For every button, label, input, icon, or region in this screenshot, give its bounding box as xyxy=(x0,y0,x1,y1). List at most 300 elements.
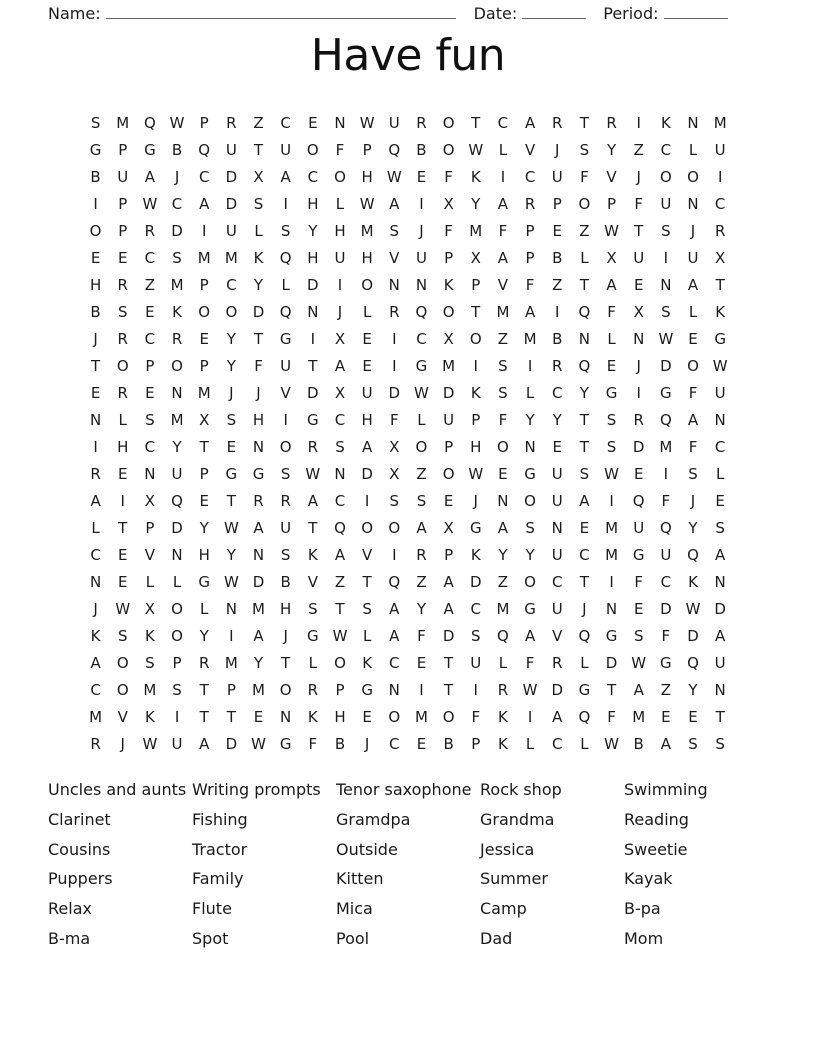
grid-letter: W xyxy=(604,465,619,483)
grid-letter: M xyxy=(224,654,238,672)
grid-letter: T xyxy=(308,357,318,375)
grid-letter: M xyxy=(605,519,619,537)
grid-letter: C xyxy=(144,249,156,267)
grid-letter: Y xyxy=(199,627,209,645)
grid-letter: P xyxy=(552,195,562,213)
grid-letter: A xyxy=(524,303,536,321)
grid-letter: T xyxy=(715,708,725,726)
grid-letter: P xyxy=(145,519,155,537)
grid-letter: E xyxy=(117,465,128,483)
grid-letter: S xyxy=(145,411,155,429)
grid-letter: X xyxy=(144,492,156,510)
grid-letter: L xyxy=(580,654,589,672)
grid-letter: I xyxy=(636,114,641,132)
grid-letter: U xyxy=(388,114,400,132)
grid-letter: C xyxy=(90,681,101,699)
grid-letter: R xyxy=(416,546,427,564)
grid-letter: O xyxy=(578,195,591,213)
word-list-item: Family xyxy=(192,869,244,889)
grid-letter: L xyxy=(498,141,508,159)
grid-letter: A xyxy=(497,195,509,213)
word-list-item: Clarinet xyxy=(48,809,111,829)
word-list-item: Camp xyxy=(480,899,527,919)
grid-letter: O xyxy=(687,168,699,186)
grid-letter: I xyxy=(663,465,669,483)
grid-letter: E xyxy=(90,384,101,402)
grid-letter: P xyxy=(226,681,236,699)
grid-letter: H xyxy=(307,195,319,213)
grid-letter: B xyxy=(280,573,291,591)
grid-letter: I xyxy=(310,330,316,348)
grid-letter: Y xyxy=(226,357,236,375)
grid-letter: D xyxy=(687,627,699,645)
grid-row xyxy=(82,353,734,380)
grid-letter: R xyxy=(117,330,128,348)
word-list-item: Mom xyxy=(624,928,664,948)
grid-letter: V xyxy=(606,168,617,186)
grid-letter: J xyxy=(174,168,180,186)
grid-letter: I xyxy=(717,168,723,186)
grid-letter: E xyxy=(633,276,644,294)
grid-letter: Q xyxy=(687,546,699,564)
grid-letter: W xyxy=(604,222,619,240)
grid-letter: K xyxy=(253,249,264,267)
grid-letter: M xyxy=(605,546,619,564)
grid-letter: C xyxy=(389,735,400,753)
grid-letter: C xyxy=(551,384,563,402)
grid-letter: P xyxy=(607,195,617,213)
grid-letter: P xyxy=(199,465,209,483)
grid-letter: T xyxy=(579,276,589,294)
grid-row xyxy=(82,677,734,704)
grid-letter: J xyxy=(283,627,288,645)
grid-letter: Q xyxy=(279,303,292,321)
grid-letter: M xyxy=(170,276,184,294)
grid-letter: E xyxy=(362,708,372,726)
grid-letter: B xyxy=(171,141,183,159)
word-list-item: Jessica xyxy=(480,839,535,859)
grid-letter: U xyxy=(280,519,292,537)
grid-letter: G xyxy=(198,573,211,591)
grid-letter: U xyxy=(551,492,563,510)
grid-letter: E xyxy=(362,330,372,348)
grid-letter: P xyxy=(362,141,372,159)
grid-letter: O xyxy=(442,465,455,483)
grid-letter: L xyxy=(525,384,535,402)
grid-letter: F xyxy=(661,492,671,510)
grid-letter: W xyxy=(712,357,728,375)
grid-letter: E xyxy=(661,708,671,726)
grid-letter: I xyxy=(120,492,125,510)
grid-row xyxy=(82,623,734,650)
grid-letter: G xyxy=(660,384,672,402)
grid-letter: L xyxy=(308,654,317,672)
word-list-item: Grandma xyxy=(480,809,555,829)
grid-letter: R xyxy=(171,330,183,348)
grid-letter: S xyxy=(633,627,644,645)
grid-letter: R xyxy=(307,681,319,699)
grid-letter: M xyxy=(224,249,238,267)
grid-letter: E xyxy=(362,357,372,375)
grid-letter: L xyxy=(145,573,155,591)
grid-letter: O xyxy=(279,438,292,456)
grid-letter: H xyxy=(334,222,346,240)
grid-letter: U xyxy=(415,249,427,267)
grid-letter: G xyxy=(524,600,536,618)
grid-letter: A xyxy=(524,627,536,645)
grid-row xyxy=(82,731,734,758)
grid-letter: C xyxy=(416,330,427,348)
grid-letter: T xyxy=(118,519,128,537)
grid-letter: K xyxy=(498,735,508,753)
grid-letter: A xyxy=(497,249,509,267)
grid-letter: L xyxy=(525,735,535,753)
grid-letter: I xyxy=(174,708,180,726)
word-list-item: Swimming xyxy=(624,780,708,799)
name-label: Name: xyxy=(48,4,101,23)
grid-letter: M xyxy=(143,681,157,699)
grid-letter: A xyxy=(497,519,509,537)
grid-letter: E xyxy=(145,384,155,402)
grid-letter: B xyxy=(416,141,427,159)
grid-letter: I xyxy=(473,681,478,699)
grid-letter: I xyxy=(364,492,370,510)
grid-letter: D xyxy=(442,627,455,645)
grid-letter: S xyxy=(688,465,698,483)
grid-letter: G xyxy=(225,465,238,483)
grid-row xyxy=(82,299,734,326)
grid-letter: I xyxy=(392,546,397,564)
grid-letter: E xyxy=(552,222,562,240)
grid-letter: A xyxy=(443,573,454,591)
grid-letter: A xyxy=(362,438,373,456)
grid-letter: G xyxy=(524,465,536,483)
grid-letter: W xyxy=(142,735,158,753)
grid-letter: N xyxy=(660,276,672,294)
grid-letter: M xyxy=(197,249,211,267)
grid-letter: F xyxy=(580,168,589,186)
grid-letter: X xyxy=(144,600,156,618)
grid-letter: V xyxy=(524,141,536,159)
grid-letter: E xyxy=(199,492,209,510)
grid-letter: O xyxy=(442,114,455,132)
grid-letter: Z xyxy=(497,330,509,348)
grid-letter: O xyxy=(659,168,672,186)
grid-letter: A xyxy=(253,627,264,645)
grid-letter: R xyxy=(552,654,563,672)
grid-letter: G xyxy=(279,330,292,348)
grid-letter: C xyxy=(497,114,509,132)
grid-letter: A xyxy=(715,627,726,645)
grid-letter: W xyxy=(468,141,484,159)
grid-letter: J xyxy=(364,735,370,753)
grid-letter: B xyxy=(633,735,644,753)
grid-letter: F xyxy=(444,168,453,186)
grid-letter: D xyxy=(225,735,238,753)
grid-letter: K xyxy=(172,303,182,321)
grid-letter: L xyxy=(335,195,345,213)
grid-letter: W xyxy=(223,519,239,537)
grid-letter: H xyxy=(361,249,373,267)
grid-letter: T xyxy=(579,114,589,132)
grid-letter: G xyxy=(714,330,726,348)
grid-letter: G xyxy=(307,627,319,645)
grid-letter: K xyxy=(144,627,155,645)
grid-letter: O xyxy=(306,141,319,159)
grid-letter: A xyxy=(389,195,400,213)
grid-letter: H xyxy=(280,600,292,618)
grid-letter: I xyxy=(337,276,343,294)
grid-letter: Z xyxy=(416,465,427,483)
grid-letter: Y xyxy=(552,411,562,429)
grid-letter: P xyxy=(471,735,481,753)
grid-letter: E xyxy=(253,708,264,726)
date-label: Date: xyxy=(473,4,518,23)
grid-letter: T xyxy=(362,573,372,591)
grid-letter: W xyxy=(251,735,266,753)
grid-letter: V xyxy=(362,546,373,564)
word-list-item: Tractor xyxy=(192,839,248,859)
grid-letter: O xyxy=(687,357,699,375)
word-list-item: Relax xyxy=(48,899,92,919)
word-list-item: Fishing xyxy=(192,809,248,829)
grid-letter: O xyxy=(334,168,346,186)
grid-letter: R xyxy=(226,114,237,132)
grid-letter: H xyxy=(334,708,346,726)
grid-letter: O xyxy=(469,330,482,348)
grid-letter: R xyxy=(714,222,726,240)
grid-letter: T xyxy=(90,357,101,375)
grid-letter: L xyxy=(200,600,209,618)
grid-letter: J xyxy=(337,303,343,321)
grid-letter: R xyxy=(552,357,563,375)
grid-letter: U xyxy=(660,195,672,213)
worksheet-header xyxy=(48,2,768,23)
grid-letter: F xyxy=(688,384,698,402)
grid-letter: I xyxy=(283,195,288,213)
grid-letter: N xyxy=(307,303,319,321)
grid-letter: K xyxy=(307,546,318,564)
word-list-item: Spot xyxy=(192,928,229,948)
word-list-item: Uncles and aunts xyxy=(48,780,187,799)
grid-letter: E xyxy=(117,546,128,564)
grid-letter: T xyxy=(579,438,589,456)
grid-letter: S xyxy=(280,465,291,483)
grid-letter: H xyxy=(117,438,129,456)
grid-letter: G xyxy=(252,465,265,483)
grid-letter: C xyxy=(579,546,590,564)
grid-letter: N xyxy=(524,438,536,456)
grid-letter: Y xyxy=(525,411,535,429)
grid-letter: E xyxy=(552,438,562,456)
grid-letter: A xyxy=(334,546,346,564)
grid-letter: I xyxy=(392,357,397,375)
word-search-grid xyxy=(82,110,734,758)
grid-letter: V xyxy=(497,276,509,294)
grid-letter: O xyxy=(171,600,183,618)
grid-letter: Q xyxy=(578,627,591,645)
grid-letter: U xyxy=(470,654,482,672)
grid-letter: S xyxy=(416,492,427,510)
grid-letter: H xyxy=(198,546,210,564)
grid-letter: Y xyxy=(606,141,617,159)
grid-letter: F xyxy=(498,411,508,429)
grid-letter: R xyxy=(90,735,101,753)
grid-letter: J xyxy=(120,735,125,753)
grid-letter: N xyxy=(714,573,726,591)
grid-letter: B xyxy=(90,303,101,321)
grid-letter: K xyxy=(715,303,726,321)
grid-letter: W xyxy=(359,195,375,213)
grid-letter: A xyxy=(280,168,291,186)
grid-letter: S xyxy=(606,411,617,429)
word-list-item: Gramdpa xyxy=(336,809,411,829)
grid-letter: S xyxy=(525,519,535,537)
grid-letter: L xyxy=(362,303,372,321)
grid-letter: F xyxy=(661,627,671,645)
grid-letter: E xyxy=(145,303,155,321)
grid-letter: U xyxy=(334,249,346,267)
grid-row xyxy=(82,704,734,731)
grid-letter: U xyxy=(551,168,563,186)
grid-letter: G xyxy=(144,141,156,159)
grid-letter: F xyxy=(525,276,535,294)
grid-letter: C xyxy=(171,195,183,213)
grid-letter: T xyxy=(579,573,589,591)
grid-letter: D xyxy=(307,384,319,402)
grid-letter: Q xyxy=(578,708,591,726)
grid-letter: A xyxy=(579,492,590,510)
grid-letter: O xyxy=(279,681,292,699)
grid-letter: G xyxy=(469,519,482,537)
grid-letter: S xyxy=(688,735,698,753)
grid-letter: T xyxy=(281,654,291,672)
grid-letter: W xyxy=(305,465,321,483)
grid-letter: C xyxy=(90,546,101,564)
grid-letter: O xyxy=(171,627,183,645)
grid-letter: M xyxy=(360,222,374,240)
grid-letter: E xyxy=(199,330,209,348)
grid-letter: Z xyxy=(497,573,509,591)
grid-letter: A xyxy=(443,600,454,618)
puzzle-title: Have fun xyxy=(310,30,506,81)
grid-letter: P xyxy=(444,546,454,564)
word-list-item: Kayak xyxy=(624,869,673,889)
grid-letter: R xyxy=(253,492,264,510)
grid-letter: E xyxy=(715,492,725,510)
grid-letter: T xyxy=(606,681,617,699)
grid-letter: N xyxy=(280,708,292,726)
grid-letter: Q xyxy=(497,627,509,645)
grid-letter: B xyxy=(552,330,563,348)
grid-letter: J xyxy=(636,168,641,186)
grid-letter: G xyxy=(89,141,102,159)
grid-letter: X xyxy=(389,465,400,483)
grid-letter: X xyxy=(443,519,454,537)
grid-letter: B xyxy=(443,735,454,753)
grid-letter: P xyxy=(118,141,128,159)
grid-letter: W xyxy=(522,681,538,699)
grid-letter: U xyxy=(280,357,292,375)
grid-letter: S xyxy=(117,303,128,321)
grid-letter: C xyxy=(334,492,346,510)
grid-letter: J xyxy=(93,600,98,618)
grid-letter: Z xyxy=(633,141,644,159)
grid-letter: P xyxy=(118,195,128,213)
grid-letter: O xyxy=(388,519,401,537)
grid-letter: D xyxy=(660,600,672,618)
grid-letter: R xyxy=(606,114,617,132)
grid-letter: F xyxy=(525,654,535,672)
grid-letter: C xyxy=(334,411,346,429)
grid-letter: N xyxy=(171,546,183,564)
grid-letter: Y xyxy=(471,195,481,213)
grid-letter: T xyxy=(253,330,264,348)
grid-letter: E xyxy=(308,114,318,132)
grid-letter: B xyxy=(90,168,101,186)
grid-letter: O xyxy=(225,303,238,321)
grid-letter: A xyxy=(660,735,671,753)
grid-letter: F xyxy=(308,735,318,753)
grid-letter: J xyxy=(93,330,98,348)
grid-letter: H xyxy=(361,411,373,429)
word-list-item: B-ma xyxy=(48,928,91,948)
grid-letter: Q xyxy=(415,303,428,321)
grid-letter: M xyxy=(713,114,727,132)
grid-letter: V xyxy=(307,573,318,591)
grid-letter: S xyxy=(172,681,182,699)
grid-letter: V xyxy=(552,627,563,645)
grid-row xyxy=(82,434,734,461)
grid-letter: Y xyxy=(226,330,236,348)
grid-row xyxy=(82,191,734,218)
grid-row xyxy=(82,596,734,623)
grid-letter: L xyxy=(254,222,263,240)
grid-letter: E xyxy=(633,465,644,483)
grid-letter: M xyxy=(89,708,103,726)
grid-letter: T xyxy=(226,708,236,726)
grid-letter: K xyxy=(688,573,698,591)
grid-letter: F xyxy=(389,411,399,429)
grid-letter: T xyxy=(444,654,454,672)
grid-letter: O xyxy=(334,654,346,672)
grid-letter: O xyxy=(361,276,374,294)
grid-letter: P xyxy=(335,681,345,699)
grid-letter: C xyxy=(226,276,237,294)
grid-letter: U xyxy=(361,384,373,402)
grid-letter: Q xyxy=(659,411,672,429)
grid-letter: A xyxy=(687,276,699,294)
grid-letter: G xyxy=(578,681,591,699)
grid-letter: U xyxy=(714,654,726,672)
grid-row xyxy=(82,137,734,164)
word-list-item: Summer xyxy=(480,869,548,889)
grid-letter: L xyxy=(172,573,182,591)
grid-letter: S xyxy=(117,627,128,645)
grid-letter: E xyxy=(498,465,508,483)
grid-letter: F xyxy=(607,303,616,321)
grid-letter: D xyxy=(252,303,265,321)
grid-letter: L xyxy=(688,303,698,321)
grid-letter: I xyxy=(201,222,207,240)
grid-letter: C xyxy=(714,438,726,456)
grid-letter: K xyxy=(144,708,155,726)
grid-letter: O xyxy=(442,141,455,159)
grid-letter: C xyxy=(551,573,563,591)
grid-letter: S xyxy=(280,222,291,240)
grid-letter: Y xyxy=(498,546,508,564)
grid-letter: R xyxy=(280,492,291,510)
